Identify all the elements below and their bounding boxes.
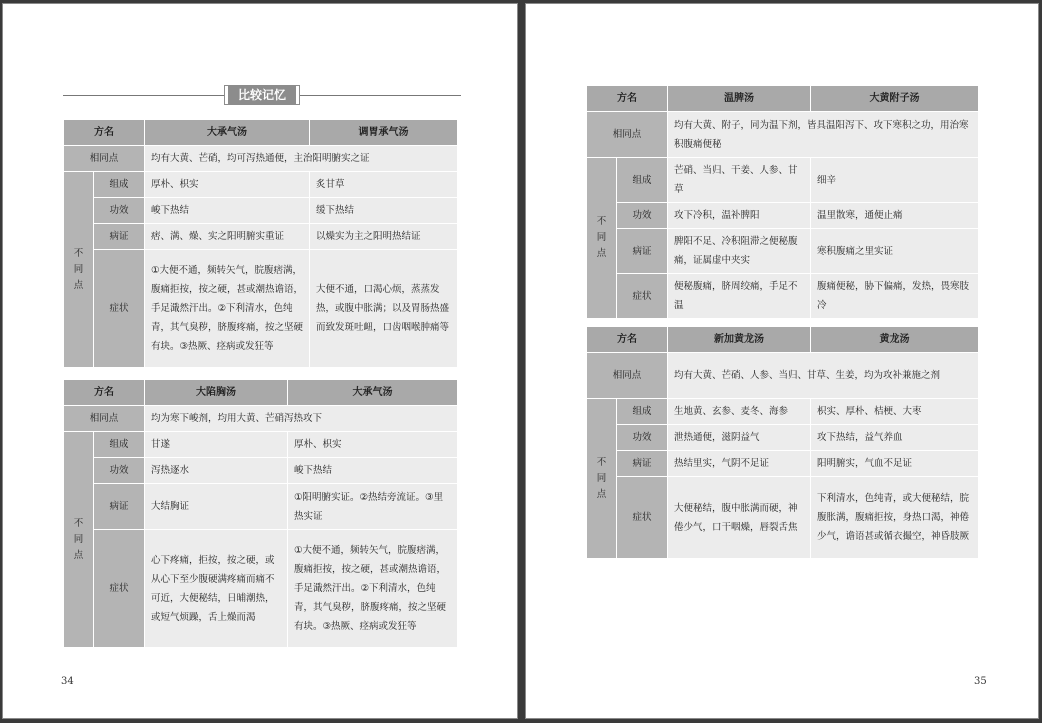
table-dachengqi-vs-tiaowei (63, 119, 458, 368)
row-label: 症状 (617, 477, 668, 559)
left-page (2, 3, 518, 719)
cell: 厚朴、枳实 (145, 172, 310, 198)
same-label: 相同点 (587, 112, 668, 158)
header-cell: 温脾汤 (668, 86, 811, 112)
row-label: 症状 (94, 530, 145, 648)
cell: 寒积腹痛之里实证 (811, 229, 979, 274)
row-label: 功效 (617, 203, 668, 229)
header-cell: 大承气汤 (145, 120, 310, 146)
page-number: 35 (974, 676, 987, 687)
header-cell: 大黄附子汤 (811, 86, 979, 112)
cell: 温里散寒，通便止痛 (811, 203, 979, 229)
same-label: 相同点 (587, 353, 668, 399)
header-cell: 方名 (64, 380, 145, 406)
cell: ①大便不通，频转矢气，脘腹痞满，腹痛拒按，按之硬，甚或潮热谵语，手足濈然汗出。②下利清水，色纯青，其气臭秽，脐腹疼痛，按之坚硬有块。③热厥、痉病或发狂等 (288, 530, 458, 648)
cell: 炙甘草 (310, 172, 458, 198)
row-label: 功效 (617, 425, 668, 451)
row-label: 组成 (94, 432, 145, 458)
table-wenpi-vs-dahuangfuzi (586, 85, 979, 319)
same-text: 均有大黄、芒硝、人参、当归、甘草、生姜，均为攻补兼施之剂 (668, 353, 979, 399)
cell: 下利清水，色纯青，或大便秘结，脘腹胀满，腹痛拒按，身热口渴，神倦少气，谵语甚或循衣撮空，神昏肢厥 (811, 477, 979, 559)
header-cell: 大陷胸汤 (145, 380, 288, 406)
header-cell: 方名 (587, 327, 668, 353)
row-label: 组成 (94, 172, 145, 198)
cell: 以燥实为主之阳明热结证 (310, 224, 458, 250)
cell: 厚朴、枳实 (288, 432, 458, 458)
table-daxianxiong-vs-dachengqi (63, 379, 458, 648)
cell: 腹痛便秘，胁下偏痛，发热，畏寒肢冷 (811, 274, 979, 319)
cell: 峻下热结 (288, 458, 458, 484)
cell: 缓下热结 (310, 198, 458, 224)
diff-label: 不同点 (587, 399, 617, 559)
cell: 热结里实，气阴不足证 (668, 451, 811, 477)
diff-label: 不同点 (64, 432, 94, 648)
cell: 峻下热结 (145, 198, 310, 224)
page-number: 34 (61, 676, 74, 687)
cell: 生地黄、玄参、麦冬、海参 (668, 399, 811, 425)
row-label: 病证 (94, 484, 145, 530)
header-cell: 调胃承气汤 (310, 120, 458, 146)
cell: 枳实、厚朴、桔梗、大枣 (811, 399, 979, 425)
same-text: 均有大黄、附子，同为温下剂，皆具温阳泻下、攻下寒积之功，用治寒积腹痛便秘 (668, 112, 979, 158)
cell: 大便不通，口渴心烦，蒸蒸发热，或腹中胀满；以及胃肠热盛而致发斑吐衄，口齿咽喉肿痛等 (310, 250, 458, 368)
row-label: 病证 (617, 229, 668, 274)
header-cell: 大承气汤 (288, 380, 458, 406)
cell: 甘遂 (145, 432, 288, 458)
cell: ①大便不通，频转矢气，脘腹痞满，腹痛拒按，按之硬，甚或潮热谵语，手足濈然汗出。②下利清水，色纯青，其气臭秽，脐腹疼痛，按之坚硬有块。③热厥、痉病或发狂等 (145, 250, 310, 368)
same-text: 均有大黄、芒硝，均可泻热通便，主治阳明腑实之证 (145, 146, 458, 172)
cell: 细辛 (811, 158, 979, 203)
row-label: 病证 (617, 451, 668, 477)
cell: 大便秘结，腹中胀满而硬，神倦少气，口干咽燥，唇裂舌焦 (668, 477, 811, 559)
row-label: 组成 (617, 158, 668, 203)
right-page (525, 3, 1039, 719)
cell: 便秘腹痛，脐周绞痛，手足不温 (668, 274, 811, 319)
cell: 大结胸证 (145, 484, 288, 530)
cell: ①阳明腑实证。②热结旁流证。③里热实证 (288, 484, 458, 530)
row-label: 功效 (94, 458, 145, 484)
same-label: 相同点 (64, 406, 145, 432)
cell: 芒硝、当归、干姜、人参、甘草 (668, 158, 811, 203)
header-cell: 新加黄龙汤 (668, 327, 811, 353)
diff-label: 不同点 (587, 158, 617, 319)
row-label: 症状 (94, 250, 145, 368)
same-text: 均为寒下峻剂，均用大黄、芒硝泻热攻下 (145, 406, 458, 432)
section-heading-label: 比较记忆 (225, 86, 299, 104)
cell: 攻下冷积，温补脾阳 (668, 203, 811, 229)
row-label: 症状 (617, 274, 668, 319)
row-label: 组成 (617, 399, 668, 425)
row-label: 功效 (94, 198, 145, 224)
table-xinjiahuanglong-vs-huanglong (586, 326, 979, 559)
same-label: 相同点 (64, 146, 145, 172)
diff-label: 不同点 (64, 172, 94, 368)
header-cell: 方名 (64, 120, 145, 146)
section-heading (63, 86, 461, 104)
row-label: 病证 (94, 224, 145, 250)
cell: 攻下热结，益气养血 (811, 425, 979, 451)
cell: 泄热通便，滋阴益气 (668, 425, 811, 451)
cell: 脾阳不足、冷积阻滞之便秘腹痛，证属虚中夹实 (668, 229, 811, 274)
cell: 心下疼痛，拒按，按之硬，或从心下至少腹硬满疼痛而痛不可近，大便秘结，日晡潮热，或短气烦躁，舌上燥而渴 (145, 530, 288, 648)
header-cell: 黄龙汤 (811, 327, 979, 353)
cell: 泻热逐水 (145, 458, 288, 484)
cell: 痞、满、燥、实之阳明腑实重证 (145, 224, 310, 250)
header-cell: 方名 (587, 86, 668, 112)
cell: 阳明腑实，气血不足证 (811, 451, 979, 477)
